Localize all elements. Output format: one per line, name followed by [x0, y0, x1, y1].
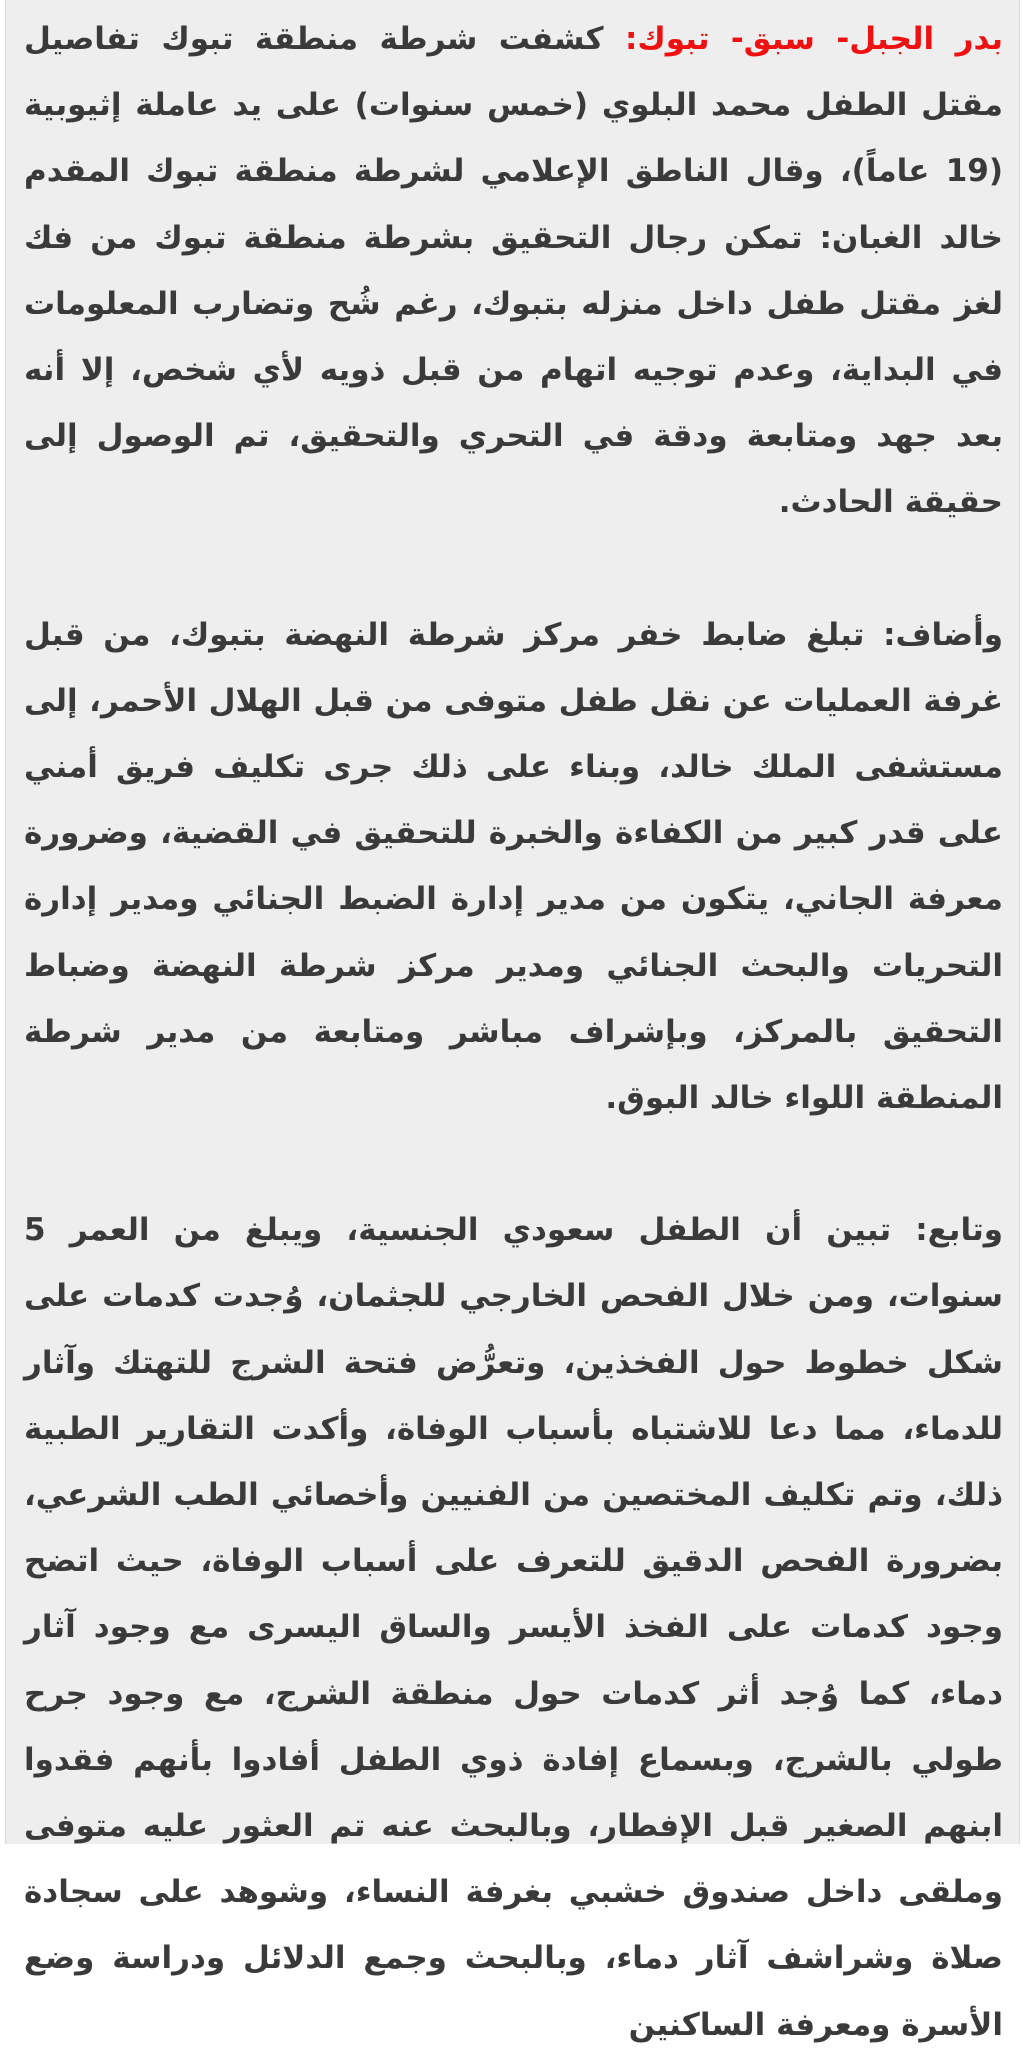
- article-byline: بدر الجبل- سبق- تبوك:: [624, 21, 1003, 57]
- article-paragraph-2: وأضاف: تبلغ ضابط خفر مركز شرطة النهضة بتبوك، من قبل غرفة العمليات عن نقل طفل متوفى من قبل الهلال الأحمر، إلى مستشفى الملك خالد، وبناء على ذلك جرى تكليف فريق أمني على قدر كبير من الكفاءة والخبرة للتحقيق في القضية، وضرورة معرفة الجاني، يتكون من مدير إدارة الضبط الجنائي ومدير إدارة التحريات والبحث الجنائي ومدير مركز شرطة النهضة وضباط التحقيق بالمركز، وبإشراف مباشر ومتابعة من مدير شرطة المنطقة اللواء خالد البوق.: [24, 616, 1003, 1117]
- article-paragraph-3: وتابع: تبين أن الطفل سعودي الجنسية، ويبلغ من العمر 5 سنوات، ومن خلال الفحص الخارجي للجثمان، وُجدت كدمات على شكل خطوط حول الفخذين، وتعرُّض فتحة الشرج للتهتك وآثار للدماء، مما دعا للاشتباه بأسباب الوفاة، وأكدت التقارير الطبية ذلك، وتم تكليف المختصين من الفنيين وأخصائي الطب الشرعي، بضرورة الفحص الدقيق للتعرف على أسباب الوفاة، حيث اتضح وجود كدمات على الفخذ الأيسر والساق اليسرى مع وجود آثار دماء، كما وُجد أثر كدمات حول منطقة الشرج، مع وجود جرح طولي بالشرج، وبسماع إفادة ذوي الطفل أفادوا بأنهم فقدوا ابنهم الصغير قبل الإفطار، وبالبحث عنه تم العثور عليه متوفى وملقى داخل صندوق خشبي بغرفة النساء، وشوهد على سجادة صلاة وشراشف آثار دماء، وبالبحث وجمع الدلائل ودراسة وضع الأسرة ومعرفة الساكنين: [24, 1212, 1003, 2043]
- news-article: [6, 6, 1019, 2058]
- article-paragraph-1: [24, 6, 1003, 536]
- content-panel: [5, 0, 1020, 2043]
- article-paragraph-1-text: كشفت شرطة منطقة تبوك تفاصيل مقتل الطفل محمد البلوي (خمس سنوات) على يد عاملة إثيوبية (19 عاماً)، وقال الناطق الإعلامي لشرطة منطقة تبوك المقدم خالد الغبان: تمكن رجال التحقيق بشرطة منطقة تبوك من فك لغز مقتل طفل داخل منزله بتبوك، رغم شُح وتضارب المعلومات في البداية، وعدم توجيه اتهام من قبل ذويه لأي شخص، إلا أنه بعد جهد ومتابعة ودقة في التحري والتحقيق، تم الوصول إلى حقيقة الحادث.: [24, 21, 1003, 521]
